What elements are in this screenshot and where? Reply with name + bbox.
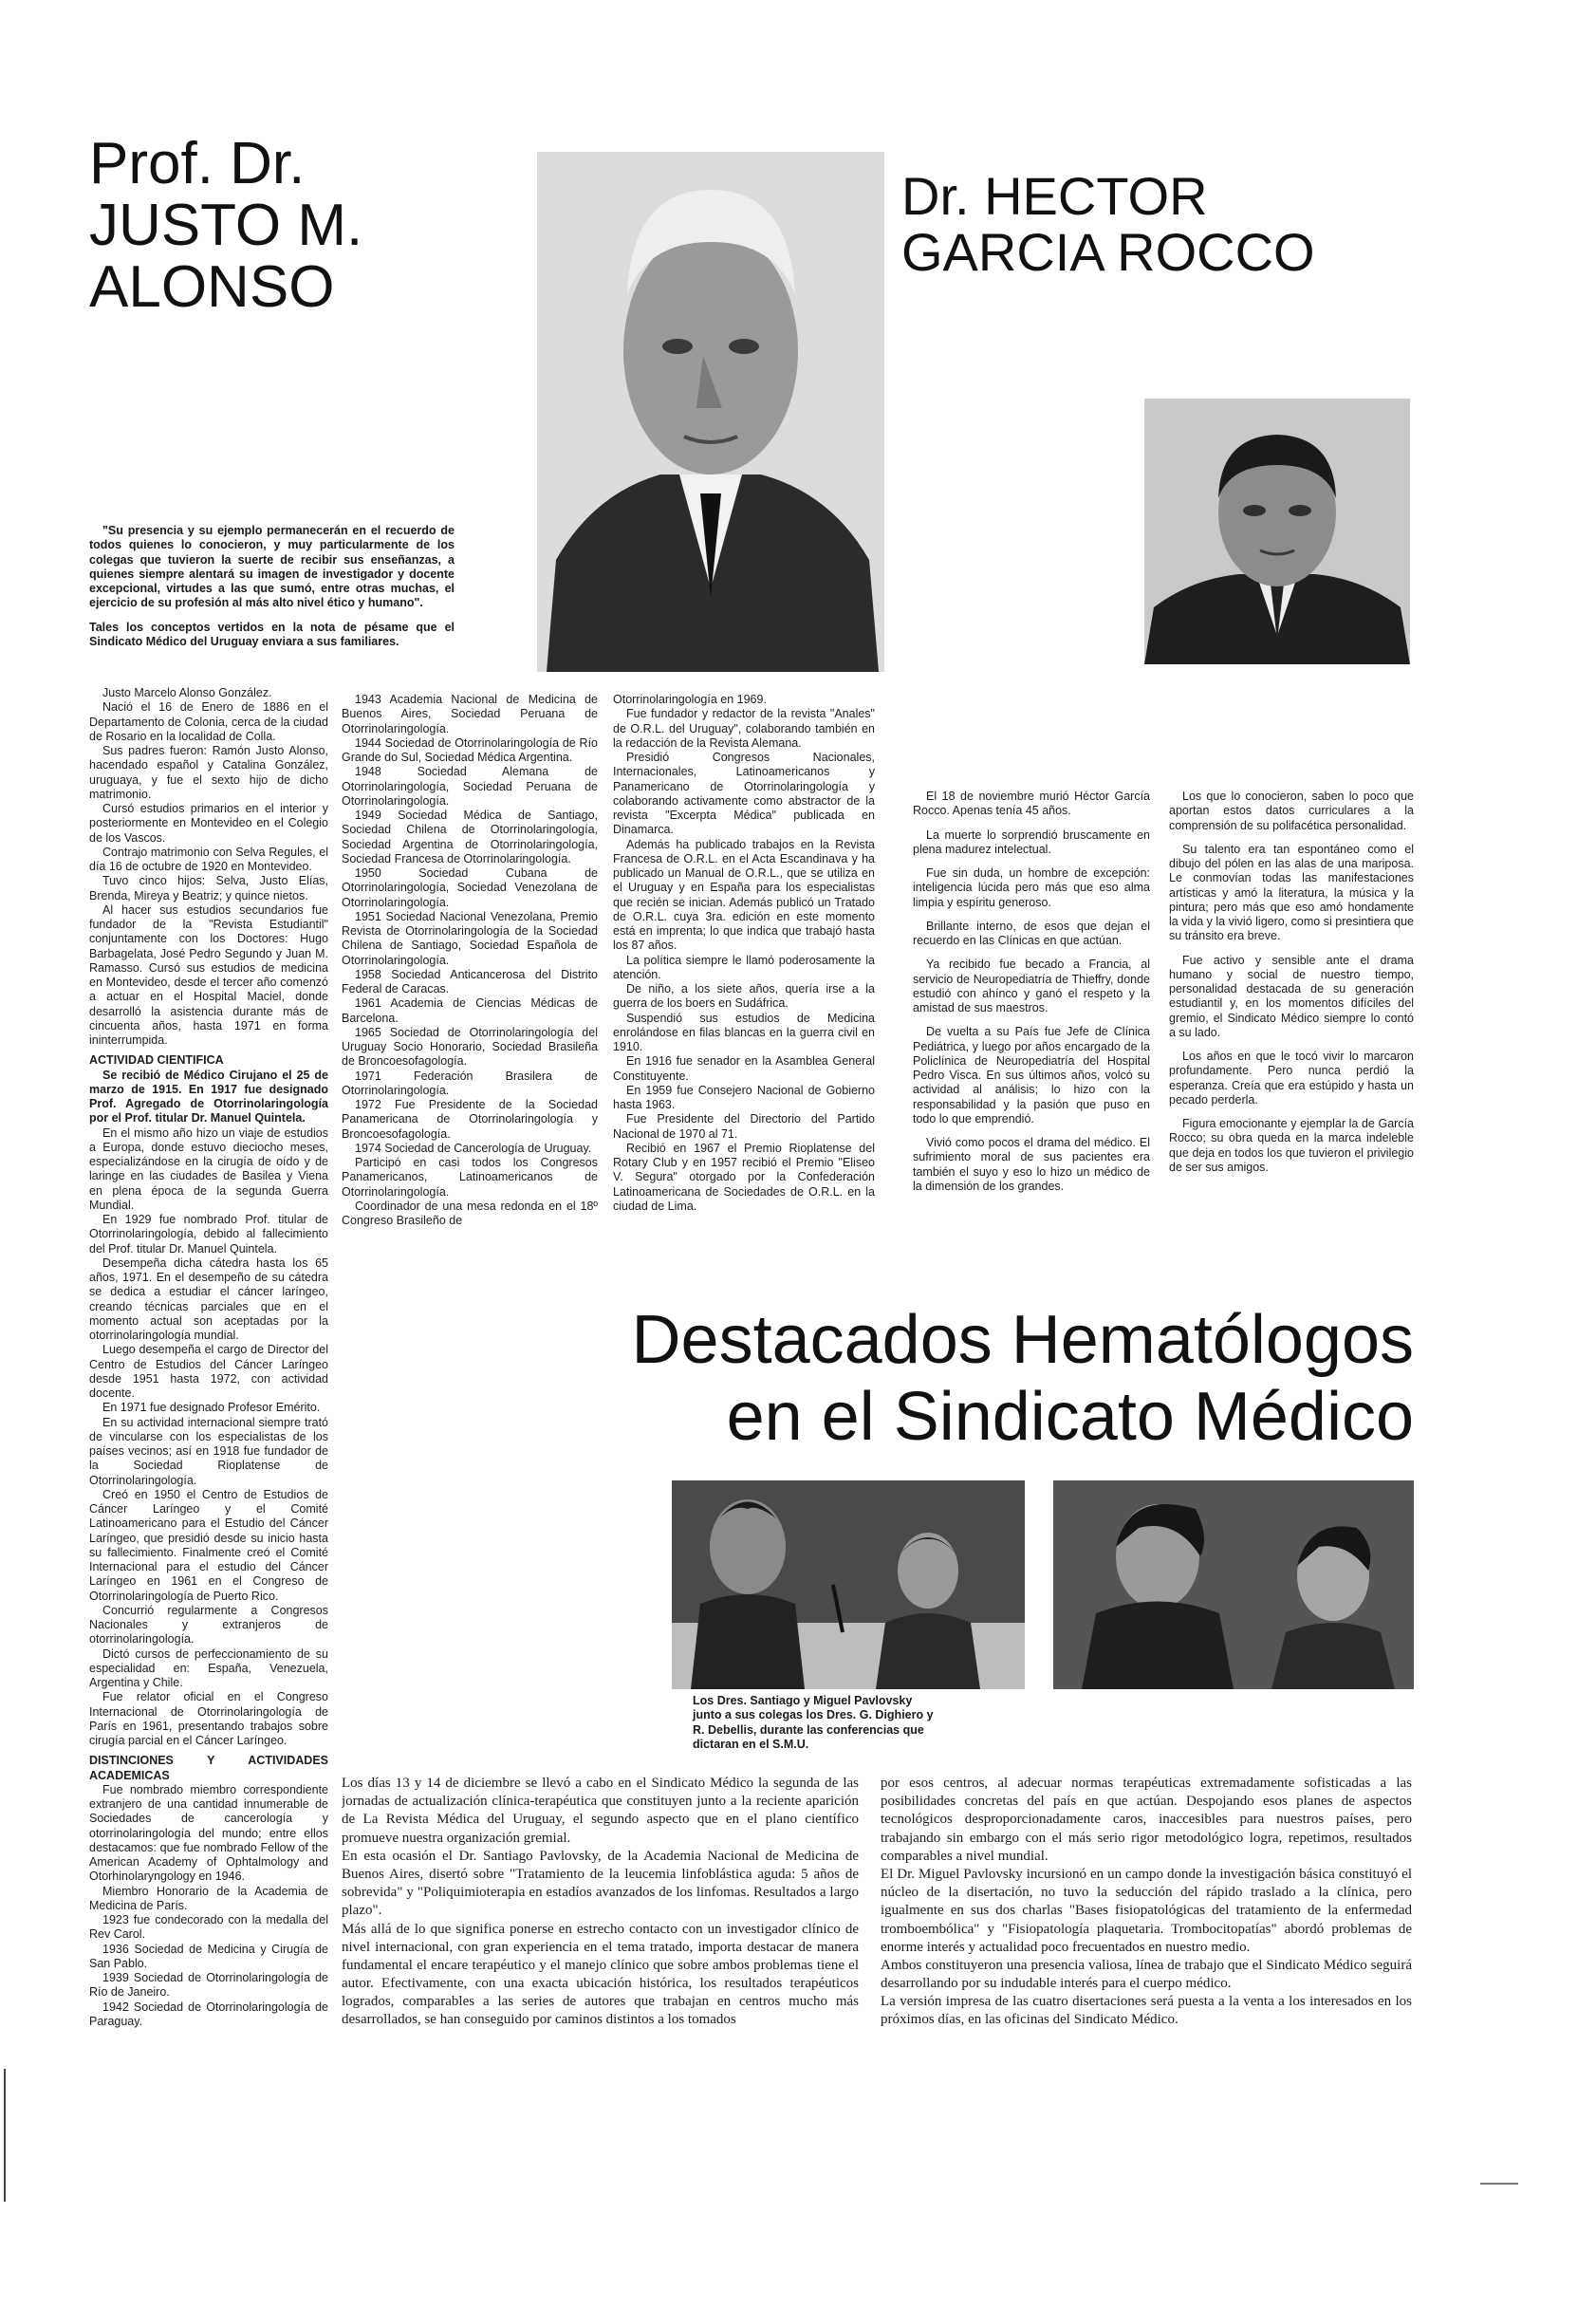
alonso-c2-p1: 1944 Sociedad de Otorrinolaringología de Río Grande do Sul, Sociedad Médica Argentina.: [342, 735, 598, 764]
garcia-c1-p1: La muerte lo sorprendió bruscamente en plena madurez intelectual.: [913, 828, 1150, 856]
alonso-c2-p2: 1948 Sociedad Alemana de Otorrinolaringología, Sociedad Peruana de Otorrinolaringología.: [342, 765, 598, 808]
alonso-c3-p10: Recibió en 1967 el Premio Rioplatense del Rotary Club y en 1957 recibió el Premio "Eliseo V. Segura" otorgado por la Confederación Latinoamericana de Sociedades de O.R.L. en la ciudad de Lima.: [613, 1141, 875, 1213]
garcia-title-line1: Dr. HECTOR: [901, 166, 1208, 226]
alonso-c1b-p6: En su actividad internacional siempre trató de vincularse con los especialistas de los países vecinos; así en 1918 fue fundador de la Sociedad Rioplatense de Otorrinolaringología.: [89, 1415, 328, 1487]
margin-rule-left: [4, 2069, 6, 2202]
alonso-c1b-p1: En el mismo año hizo un viaje de estudios a Europa, donde estuvo dieciocho meses, especializándose en la cirugía de oído y de laringe en las ciudades de Basilea y Viena en plena época de la segunda Guerra Mundial.: [89, 1126, 328, 1212]
alonso-c1-p4: Contrajo matrimonio con Selva Regules, el día 16 de octubre de 1920 en Montevideo.: [89, 845, 328, 873]
alonso-c3-p6: Suspendió sus estudios de Medicina enrolándose en filas blancas en la guerra civil en 1910.: [613, 1011, 875, 1053]
alonso-c3-p2: Presidió Congresos Nacionales, Internacionales, Latinoamericanos y Panamericano de Otorrinolaringología y colaborando activamente como abstractor de la revista "Excerpta Médica" publicada en Dinamarca.: [613, 751, 875, 837]
alonso-c1b-p9: Dictó cursos de perfeccionamiento de su especialidad en: España, Venezuela, Argentina y Chile.: [89, 1647, 328, 1689]
alonso-c2-p0: 1943 Academia Nacional de Medicina de Buenos Aires, Sociedad Peruana de Otorrinolaringología.: [342, 693, 598, 735]
hemato-title: [351, 1302, 1414, 1455]
hemato-c1-p2: Más allá de lo que significa ponerse en estrecho contacto con un investigador clínico de nivel internacional, con gran experiencia en el tema tratado, importa destacar de manera fundamental el encare terapéutico y el manejo clínico que sobre ambos problemas tiene el autor. Efectivamente, con una exacta ubicación histórica, los resultados terapéuticos logrados, comparables a las series de autores que trabajan en centros mucho más desarrollados, se han conseguido por caminos distintos a los tomados: [342, 1921, 859, 2028]
hemato-c1-p0: Los días 13 y 14 de diciembre se llevó a cabo en el Sindicato Médico la segunda de las jornadas de actualización clínica-terapéutica que constituyen junto a la reciente aparición de La Revista Médica del Uruguay, el segundo aspecto que en el plano científico promueve nuestra organización gremial.: [342, 1776, 859, 1846]
alonso-c1-p6: Al hacer sus estudios secundarios fue fundador de la "Revista Estudiantil" conjuntamente con los Doctores: Hugo Barbagelata, José Pedro Segundo y Juan M. Ramasso. Cursó sus estudios de medicina en Montevideo, desde el tercer año comenzó a actuar en el Hospital Maciel, donde desarrolló la asistencia durante más de cincuenta años, hasta 1971 en forma ininterrumpida.: [89, 902, 328, 1047]
alonso-c1c-p5: 1942 Sociedad de Otorrinolaringología de Paraguay.: [89, 2000, 328, 2028]
alonso-c2-p9: 1971 Federación Brasilera de Otorrinolaringología.: [342, 1069, 598, 1097]
garcia-column-1: [913, 790, 1150, 1283]
alonso-c1c-p4: 1939 Sociedad de Otorrinolaringología de Río de Janeiro.: [89, 1971, 328, 2000]
garcia-c1-p2: Fue sin duda, un hombre de excepción: inteligencia lúcida pero más que eso alma limpia y espíritu generoso.: [913, 866, 1150, 909]
hemato-column-1: [342, 1775, 859, 2107]
alonso-c1-p0: Justo Marcelo Alonso González.: [102, 686, 272, 699]
hemato-title-line1: Destacados Hematólogos: [631, 1302, 1414, 1378]
garcia-c1-p0: El 18 de noviembre murió Héctor García Rocco. Apenas tenía 45 años.: [913, 790, 1150, 818]
alonso-subheading-actividad: ACTIVIDAD CIENTIFICA: [89, 1053, 224, 1068]
alonso-c3-p0: Otorrinolaringología en 1969.: [613, 693, 767, 706]
garcia-c2-p1: Su talento era tan espontáneo como el dibujo del pólen en las alas de una mariposa. Le conmovían todas las manifestaciones artísticas y amó la literatura, la música y la pintura; pero más que eso amó hondamente la vida y la vivió ligero, como si presintiera que su tránsito era breve.: [1169, 842, 1414, 943]
hemato-photo-discussion-illustration: [1053, 1480, 1414, 1689]
alonso-c3-p8: En 1959 fue Consejero Nacional de Gobierno hasta 1963.: [613, 1083, 875, 1111]
garcia-c1-p6: Vivió como pocos el drama del médico. El sufrimiento moral de sus pacientes era también el suyo y eso lo hizo un médico de la dimensión de los grandes.: [913, 1136, 1150, 1193]
alonso-c2-p11: 1974 Sociedad de Cancerología de Uruguay.: [355, 1141, 592, 1155]
garcia-portrait-illustration: [1144, 399, 1410, 664]
alonso-title-line3: ALONSO: [89, 254, 335, 321]
alonso-title-line2: JUSTO M.: [89, 193, 363, 259]
garcia-c2-p3: Los años en que le tocó vivir lo marcaron profundamente. Pero nunca perdió la esperanza. Creía que era estúpido y hasta un pecado perderla.: [1169, 1050, 1414, 1107]
alonso-quote: [89, 524, 455, 674]
alonso-c3-p1: Fue fundador y redactor de la revista "Anales" de O.R.L. del Uruguay", colaborando también en la redacción de la Revista Alemana.: [613, 707, 875, 750]
hemato-c2-p0: por esos centros, al adecuar normas terapéuticas extremadamente sofisticadas a las posibilidades concretas del país en que actúan. Despojando esos planes de aspectos tecnológicos desproporcionadamente caros, inaccesibles para nuestros países, pero trabajando sin embargo con el más serio rigor metodológico logra, repetimos, resultados comparables a nivel mundial.: [881, 1776, 1412, 1864]
alonso-c2-p3: 1949 Sociedad Médica de Santiago, Sociedad Chilena de Otorrinolaringología, Sociedad Argentina de Otorrinolaringología, Sociedad Francesa de Otorrinolaringología.: [342, 809, 598, 865]
alonso-c2-p12: Participó en casi todos los Congresos Panamericanos, Latinoamericanos de Otorrinolaringología.: [342, 1156, 598, 1199]
alonso-c1-p1: Nació el 16 de Enero de 1886 en el Departamento de Colonia, cerca de la ciudad de Rosario en la localidad de Colla.: [89, 700, 328, 743]
alonso-c1b-p4: Luego desempeña el cargo de Director del Centro de Estudios del Cáncer Laríngeo desde 1951 hasta 1972, con actividad docente.: [89, 1343, 328, 1400]
alonso-column-2: [342, 693, 598, 1286]
alonso-c1c-p1: Miembro Honorario de la Academia de Medicina de París.: [89, 1884, 328, 1912]
hemato-photo-discussion: [1053, 1480, 1414, 1689]
alonso-c2-p4: 1950 Sociedad Cubana de Otorrinolaringología, Sociedad Venezolana de Otorrinolaringología.: [342, 866, 598, 909]
hemato-title-line2: en el Sindicato Médico: [726, 1378, 1414, 1455]
garcia-title-line2: GARCIA ROCCO: [901, 221, 1315, 282]
alonso-c3-p9: Fue Presidente del Directorio del Partido Nacional de 1970 al 71.: [613, 1112, 875, 1141]
garcia-column-2: [1169, 790, 1414, 1283]
alonso-portrait-photo: [537, 152, 884, 672]
alonso-subheading-distinciones: DISTINCIONES Y ACTIVIDADES ACADEMICAS: [89, 1754, 328, 1782]
garcia-portrait-photo: [1144, 399, 1410, 664]
hemato-c2-p3: La versión impresa de las cuatro disertaciones será puesta a la venta a los interesados en los próximos días, en las oficinas del Sindicato Médico.: [881, 1994, 1412, 2028]
alonso-c3-p3: Además ha publicado trabajos en la Revista Francesa de O.R.L. en el Acta Escandinava y ha publicado un Manual de O.R.L., que se utiliza en el Uruguay y en España para los especialistas que recién se inician. Además publicó un Tratado de O.R.L. cuya 3ra. edición en este momento está en imprenta; lo que indica que trabajó hasta los 87 años.: [613, 837, 875, 953]
hemato-photo-caption: Los Dres. Santiago y Miguel Pavlovsky junto a sus colegas los Dres. G. Dighiero y R. Debellis, durante las conferencias que dictaran en el S.M.U.: [693, 1694, 934, 1751]
alonso-quote-paragraph: "Su presencia y su ejemplo permanecerán en el recuerdo de todos quienes lo conocieron, y muy particularmente de los colegas que tuvieron la suerte de recibir sus enseñanzas, a quienes siempre alentará su imagen de investigador y docente excepcional, virtudes a las que sumó, entre otras muchas, el ejercicio de su profesión al más alto nivel ético y humano".: [89, 524, 455, 610]
hemato-photo-conference-illustration: [672, 1480, 1025, 1689]
alonso-quote-note: Tales los conceptos vertidos en la nota de pésame que el Sindicato Médico del Uruguay enviara a sus familiares.: [89, 620, 455, 648]
garcia-c2-p4: Figura emocionante y ejemplar la de García Rocco; su obra queda en la marca indeleble que deja en todos los que tuvieron el privilegio de ser sus amigos.: [1169, 1117, 1414, 1174]
alonso-c1-p2: Sus padres fueron: Ramón Justo Alonso, hacendado español y Catalina González, uruguaya, y fue el sexto hijo de dicho matrimonio.: [89, 744, 328, 801]
alonso-c2-p13: Coordinador de una mesa redonda en el 18º Congreso Brasileño de: [342, 1199, 598, 1227]
alonso-c1b-p3: Desempeña dicha cátedra hasta los 65 años, 1971. En el desempeño de su cátedra se dedica a estudiar el cáncer laríngeo, creando técnicas parciales que en el momento actual son aceptadas por la otorrinolaringología mundial.: [89, 1256, 328, 1342]
alonso-title: [89, 131, 450, 321]
alonso-column-1: [89, 686, 328, 2138]
garcia-c2-p0: Los que lo conocieron, saben lo poco que aportan estos datos curriculares a la comprensión de su polifacética personalidad.: [1169, 790, 1414, 832]
alonso-c2-p7: 1961 Academia de Ciencias Médicas de Barcelona.: [342, 996, 598, 1025]
alonso-c3-p5: De niño, a los siete años, quería irse a la guerra de los boers en Sudáfrica.: [613, 982, 875, 1011]
garcia-title: [901, 166, 1433, 282]
alonso-c1b-p7: Creó en 1950 el Centro de Estudios de Cáncer Laríngeo y el Comité Latinoamericano para el Estudio del Cáncer Laríngeo, que presidió desde su inicio hasta su fallecimiento. Finalmente creó el Comité Internacional para el estudio del Cáncer Laríngeo en 1961 en el Congreso de Otorrinolaringología de Puerto Rico.: [89, 1487, 328, 1603]
alonso-c2-p10: 1972 Fue Presidente de la Sociedad Panamericana de Otorrinolaringología y Broncoesofagología.: [342, 1098, 598, 1141]
alonso-c1b-p8: Concurrió regularmente a Congresos Nacionales y extranjeros de otorrinolaringología.: [89, 1603, 328, 1647]
alonso-c1b-p5: En 1971 fue designado Profesor Emérito.: [102, 1401, 321, 1415]
alonso-portrait-illustration: [537, 152, 884, 672]
garcia-c1-p4: Ya recibido fue becado a Francia, al servicio de Neuropediatría de Thieffry, donde estudió con ahínco y ganó el respeto y la amistad de sus maestros.: [913, 958, 1150, 1014]
garcia-c2-p2: Fue activo y sensible ante el drama humano y social de nuestro tiempo, personalidad destacada de su generación estudiantil y, en los momentos difíciles del gremio, el Sindicato Médico siempre lo contó a su lado.: [1169, 953, 1414, 1039]
alonso-c1c-p0: Fue nombrado miembro correspondiente extranjero de una cantidad innumerable de Sociedades de cancerología y otorrinolaringología del mundo; entre ellos destacamos: que fue nombrado Fellow of the American Academy of Ophtalmology and Otorhinolaryngology en 1946.: [89, 1782, 328, 1884]
alonso-c2-p6: 1958 Sociedad Anticancerosa del Distrito Federal de Caracas.: [342, 967, 598, 995]
hemato-photo-conference: [672, 1480, 1025, 1689]
alonso-c2-p5: 1951 Sociedad Nacional Venezolana, Premio Revista de Otorrinolaringología de la Sociedad Chilena de Santiago, Sociedad Española de Otorrinolaringología.: [342, 909, 598, 967]
alonso-title-line1: Prof. Dr.: [89, 131, 306, 196]
alonso-c1b-p10: Fue relator oficial en el Congreso Internacional de Otorrinolaringología de París en 1961, presentando trabajos sobre cirugía parcial en el Cáncer Laríngeo.: [89, 1690, 328, 1747]
alonso-c1-p5: Tuvo cinco hijos: Selva, Justo Elías, Brenda, Mireya y Beatriz; y quince nietos.: [89, 874, 328, 902]
hemato-column-2: [881, 1775, 1412, 2107]
alonso-c1b-p2: En 1929 fue nombrado Prof. titular de Otorrinolaringología, debido al fallecimiento del Prof. titular Dr. Manuel Quintela.: [89, 1213, 328, 1256]
hemato-c2-p1: El Dr. Miguel Pavlovsky incursionó en un campo donde la investigación básica constituyó el núcleo de la disertación, no tuvo la seducción del rápido traslado a la clínica, pero igualmente en sus dos charlas "Bases fisiopatológicas del tratamiento de la enfermedad tromboembólica" y "Fisiopatología plaquetaria. Trombocitopatías" abordó problemas de enorme interés y actualidad poco frecuentados en nuestro medio.: [881, 1866, 1412, 1955]
alonso-c1c-p3: 1936 Sociedad de Medicina y Cirugía de San Pablo.: [89, 1942, 328, 1970]
hemato-c1-p1: En esta ocasión el Dr. Santiago Pavlovsky, de la Academia Nacional de Medicina de Buenos Aires, disertó sobre "Tratamiento de la leucemia linfoblástica aguda: 5 años de sobrevida" y "Poliquimioterapia en estadíos avanzados de los linfomas. Resultados a largo plazo".: [342, 1848, 859, 1919]
hemato-c2-p2: Ambos constituyeron una presencia valiosa, línea de trabajo que el Sindicato Médico seguirá desarrollando por su indudable interés para el cuerpo médico.: [881, 1957, 1412, 1992]
alonso-c3-p4: La política siempre le llamó poderosamente la atención.: [613, 953, 875, 981]
alonso-c1-p3: Cursó estudios primarios en el interior y posteriormente en Montevideo en el Colegio de los Vascos.: [89, 802, 328, 845]
garcia-c1-p3: Brillante interno, de esos que dejan el recuerdo en las Clínicas en que actúan.: [913, 919, 1150, 947]
alonso-c2-p8: 1965 Sociedad de Otorrinolaringología del Uruguay Socio Honorario, Sociedad Brasileña de Broncoesofagología.: [342, 1025, 598, 1069]
margin-rule-right: [1480, 2183, 1518, 2185]
garcia-c1-p5: De vuelta a su País fue Jefe de Clínica Pediátrica, y luego por años encargado de la Policlínica de Neuropediatría del Hospital Pedro Visca. En sus últimos años, volcó su actividad al análisis; lo hizo con la responsabilidad y la pasión que puso en todo lo que emprendió.: [913, 1025, 1150, 1126]
alonso-c1c-p2: 1923 fue condecorado con la medalla del Rev Carol.: [89, 1913, 328, 1942]
alonso-c3-p7: En 1916 fue senador en la Asamblea General Constituyente.: [613, 1054, 875, 1083]
alonso-column-3: [613, 693, 875, 1286]
alonso-c1b-p0: Se recibió de Médico Cirujano el 25 de marzo de 1915. En 1917 fue designado Prof. Agregado de Otorrinolaringología por el Prof. titular Dr. Manuel Quintela.: [89, 1068, 328, 1126]
